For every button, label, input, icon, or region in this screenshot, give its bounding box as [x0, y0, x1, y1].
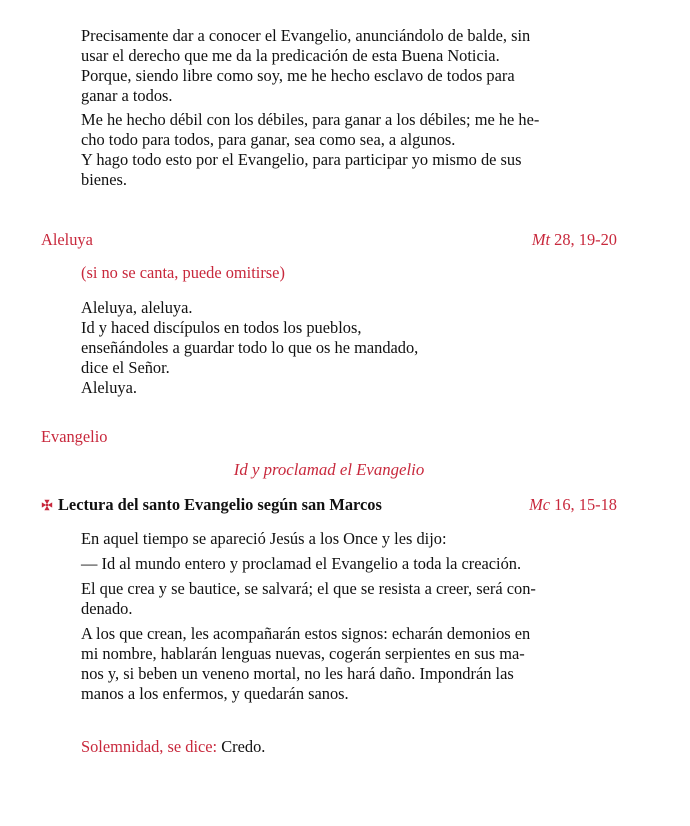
evangelio-heading: Evangelio [41, 427, 108, 446]
gospel-paragraph: En aquel tiempo se apareció Jesús a los Once y les dijo: [81, 529, 447, 548]
gospel-announcement: Lectura del santo Evangelio según san Marcos [41, 495, 382, 515]
closing-line [81, 737, 265, 757]
reading-paragraph: Y hago todo esto por el Evangelio, para participar yo mismo de sus bienes. [81, 150, 522, 189]
aleluya-reference: Mt 28, 19-20 [531, 230, 617, 249]
gospel-announcement-row [41, 495, 617, 515]
closing-text: Credo. [217, 737, 266, 756]
gospel-text [81, 529, 617, 704]
aleluya-verse: enseñándoles a guardar todo lo que os he mandado, [81, 338, 419, 357]
reading-end [81, 26, 617, 190]
reading-paragraph: Porque, siendo libre como soy, me he hecho esclavo de todos para ganar a todos. [81, 66, 515, 105]
gospel-paragraph: A los que crean, les acompañarán estos signos: echarán demonios en mi nombre, hablarán lenguas nuevas, cogerán serpientes en sus ma- nos y, si beben un veneno mortal, no les hará daño. Impondrán las manos a los enfermos, y quedarán sanos. [81, 624, 531, 703]
gospel-reference: Mc 16, 15-18 [529, 495, 617, 514]
reading-paragraph: Me he hecho débil con los débiles, para ganar a los débiles; me he he- cho todo para todos, para ganar, sea como sea, a algunos. [81, 110, 540, 149]
aleluya-rubric: (si no se canta, puede omitirse) [81, 263, 285, 282]
gospel-paragraph: El que crea y se bautice, se salvará; el que se resista a creer, será con- denado. [81, 579, 536, 618]
aleluya-verses [81, 298, 617, 398]
aleluya-header [41, 230, 617, 250]
aleluya-verse: Aleluya, aleluya. [81, 298, 193, 317]
maltese-cross-icon [41, 499, 53, 511]
reading-paragraph: Precisamente dar a conocer el Evangelio, anunciándolo de balde, sin usar el derecho que me da la predicación de esta Buena Noticia. [81, 26, 531, 65]
gospel-title: Id y proclamad el Evangelio [233, 460, 425, 479]
aleluya-verse: Id y haced discípulos en todos los pueblos, [81, 318, 362, 337]
aleluya-verse: Aleluya. [81, 378, 137, 397]
aleluya-heading: Aleluya [41, 230, 93, 249]
evangelio-header [41, 427, 617, 447]
gospel-paragraph: — Id al mundo entero y proclamad el Evangelio a toda la creación. [81, 554, 522, 573]
aleluya-verse: dice el Señor. [81, 358, 170, 377]
closing-rubric: Solemnidad, se dice: [81, 737, 218, 756]
